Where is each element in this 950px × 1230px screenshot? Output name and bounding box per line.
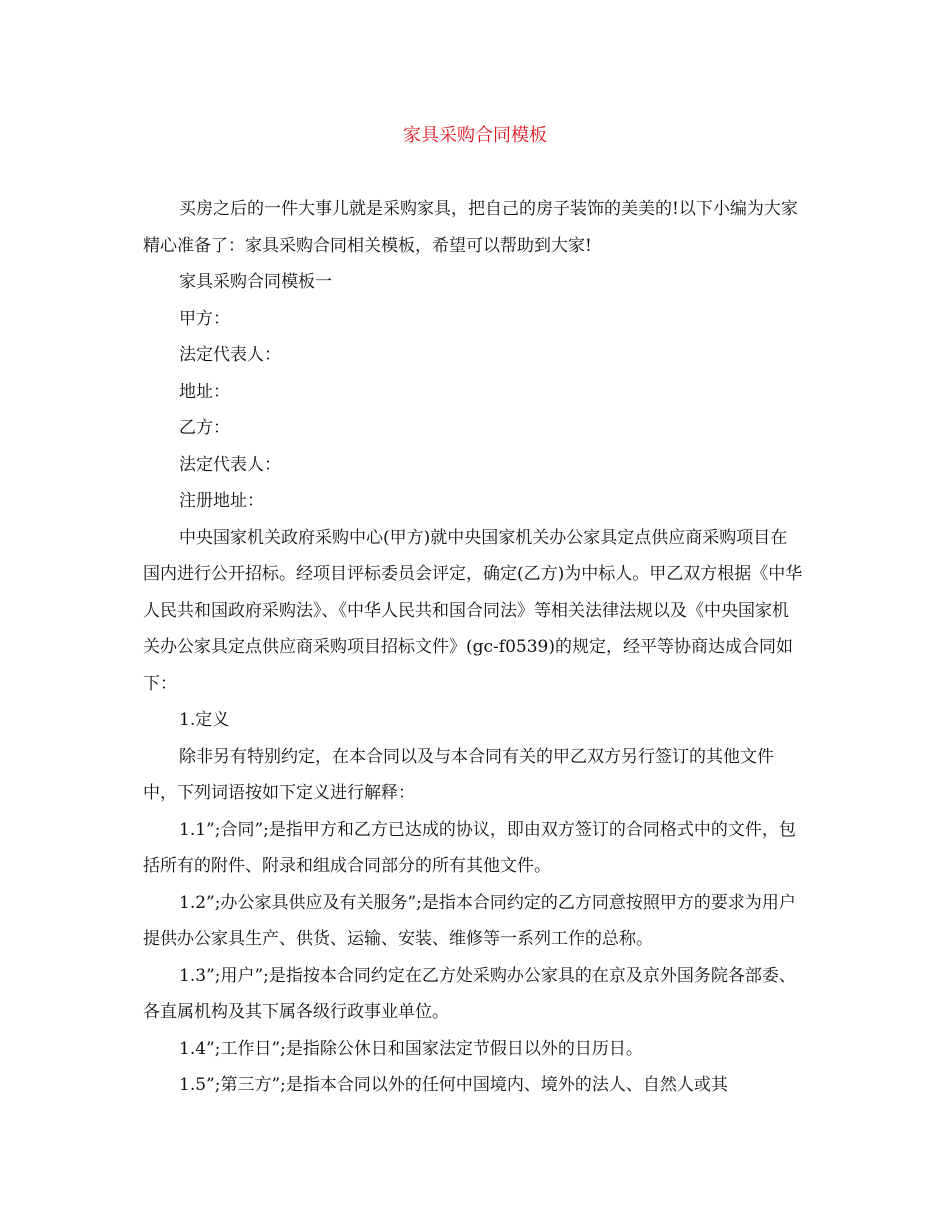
definition-1-2: 1.2”;办公家具供应及有关服务”;是指本合同约定的乙方同意按照甲方的要求为用户提供办公家具生产、供货、运输、安装、维修等一系列工作的总称。 bbox=[143, 892, 796, 949]
party-b-label: 乙方： bbox=[179, 418, 230, 438]
party-b-address-label: 注册地址： bbox=[179, 491, 264, 511]
section-definitions-heading: 1.定义 bbox=[179, 710, 230, 730]
party-a-representative-label: 法定代表人： bbox=[179, 345, 281, 365]
definition-1-1: 1.1”;合同”;是指甲方和乙方已达成的协议，即由双方签订的合同格式中的文件，包括所有的附件、附录和组成合同部分的所有其他文件。 bbox=[143, 819, 796, 876]
document-body bbox=[143, 191, 803, 1104]
party-a-address-label: 地址： bbox=[179, 381, 230, 402]
document-title: 家具采购合同模板 bbox=[403, 125, 547, 146]
intro-paragraph: 买房之后的一件大事儿就是采购家具，把自己的房子装饰的美美的!以下小编为大家精心准备了：家具采购合同相关模板，希望可以帮助到大家! bbox=[143, 199, 798, 256]
definition-1-5: 1.5”;第三方”;是指本合同以外的任何中国境内、境外的法人、自然人或其 bbox=[179, 1075, 728, 1095]
definition-1-4: 1.4”;工作日”;是指除公休日和国家法定节假日以外的日历日。 bbox=[179, 1038, 643, 1059]
definition-1-3: 1.3”;用户”;是指按本合同约定在乙方处采购办公家具的在京及京外国务院各部委、各直属机构及其下属各级行政事业单位。 bbox=[143, 965, 796, 1022]
template-heading: 家具采购合同模板一 bbox=[179, 272, 332, 292]
definitions-intro-paragraph: 除非另有特别约定，在本合同以及与本合同有关的甲乙双方另行签订的其他文件中，下列词语按如下定义进行解释： bbox=[143, 746, 774, 803]
party-b-representative-label: 法定代表人： bbox=[179, 454, 281, 475]
party-a-label: 甲方： bbox=[179, 308, 230, 329]
contract-preamble-paragraph: 中央国家机关政府采购中心(甲方)就中央国家机关办公家具定点供应商采购项目在国内进行公开招标。经项目评标委员会评定，确定(乙方)为中标人。甲乙双方根据《中华人民共和国政府采购法》、《中华人民共和国合同法》等相关法律法规以及《中央国家机关办公家具定点供应商采购项目招标文件》(gc-f0539)的规定，经平等协商达成合同如下： bbox=[143, 527, 803, 694]
